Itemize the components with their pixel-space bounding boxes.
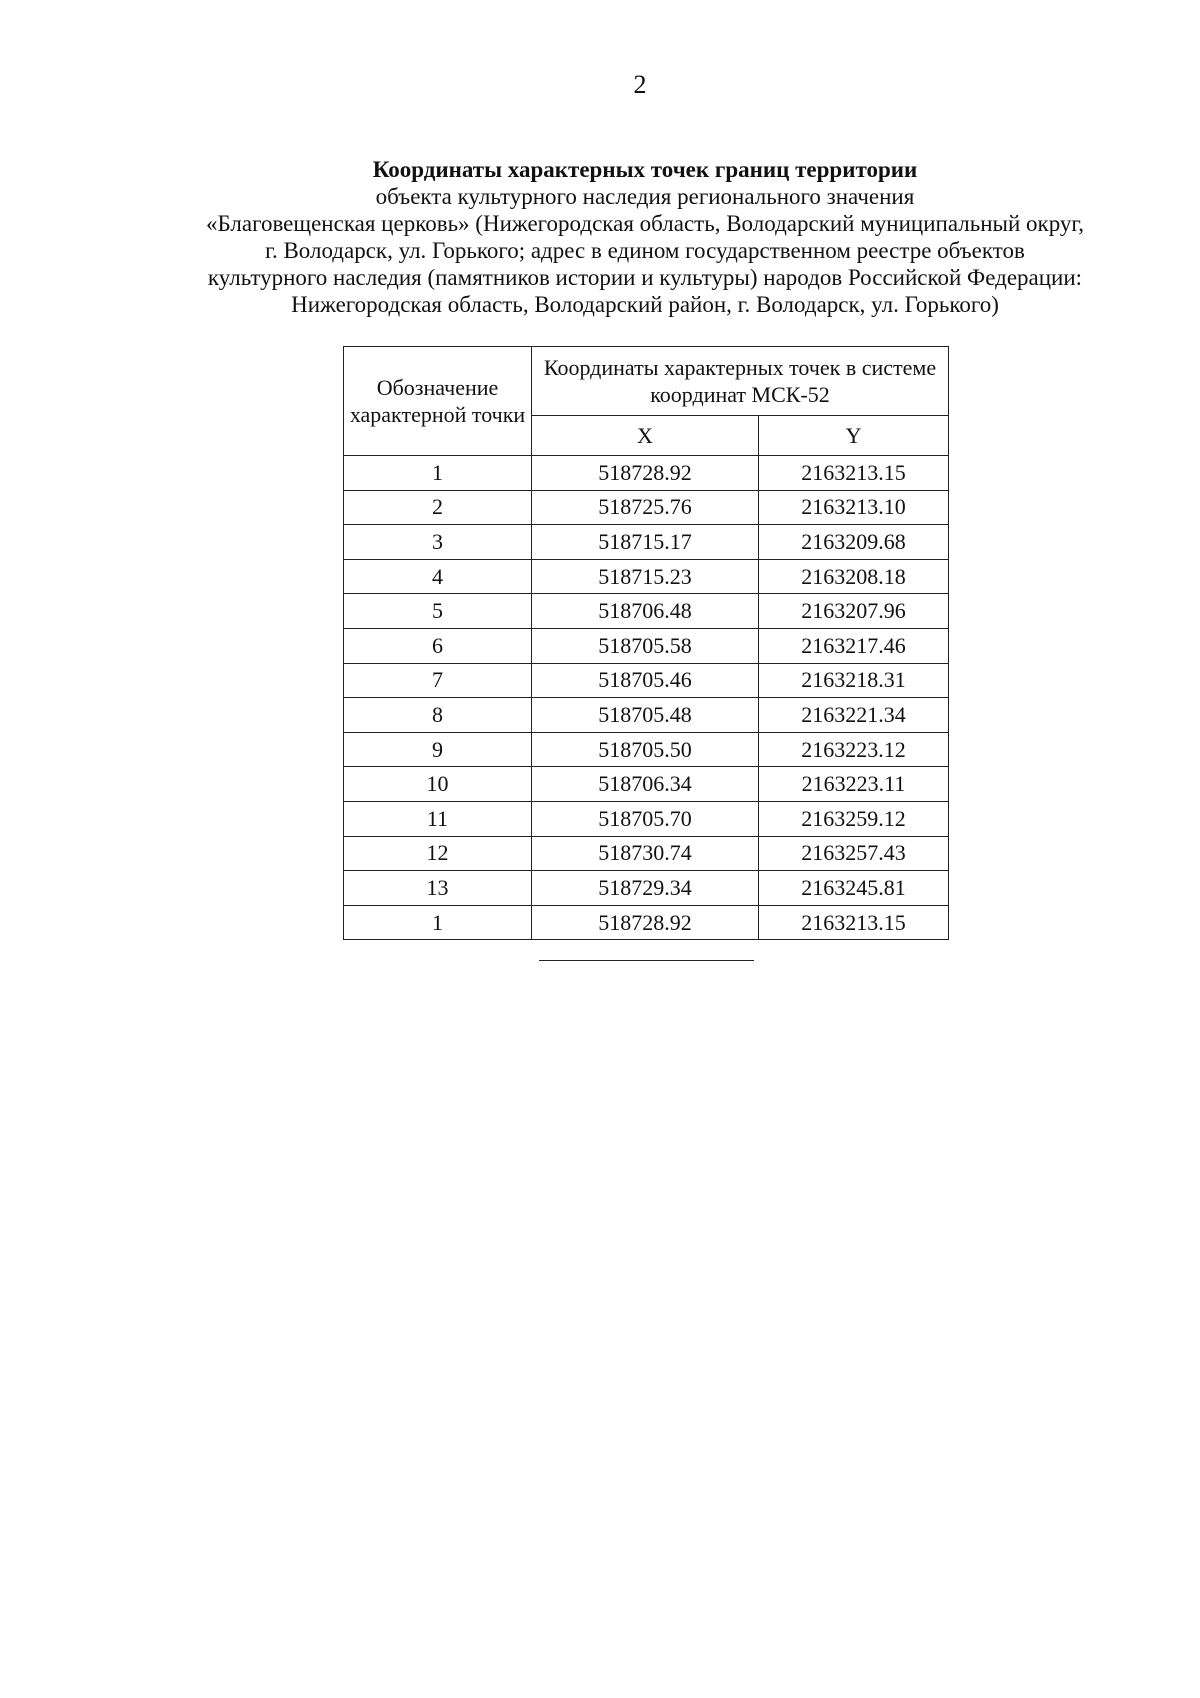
cell-y: 2163221.34: [759, 698, 949, 733]
table-row: [344, 525, 949, 560]
end-divider: [539, 960, 754, 961]
cell-y: 2163213.15: [759, 905, 949, 940]
table-row: [344, 559, 949, 594]
heading-line: г. Володарск, ул. Горького; адрес в едином государственном реестре объектов: [265, 238, 1025, 263]
cell-x: 518706.48: [532, 594, 759, 629]
table-row: [344, 767, 949, 802]
cell-x: 518728.92: [532, 905, 759, 940]
cell-point: 12: [344, 836, 532, 871]
cell-point: 1: [344, 456, 532, 491]
table-row: [344, 905, 949, 940]
column-header-coordinates: Координаты характерных точек в системе координат МСК-52: [532, 347, 949, 416]
document-heading: [0, 156, 1200, 318]
cell-point: 1: [344, 905, 532, 940]
table-row: [344, 663, 949, 698]
table-row: [344, 871, 949, 906]
cell-x: 518730.74: [532, 836, 759, 871]
cell-y: 2163207.96: [759, 594, 949, 629]
table-body: [344, 456, 949, 940]
cell-point: 4: [344, 559, 532, 594]
cell-x: 518705.50: [532, 732, 759, 767]
cell-y: 2163245.81: [759, 871, 949, 906]
cell-point: 3: [344, 525, 532, 560]
cell-x: 518715.23: [532, 559, 759, 594]
table-row: [344, 732, 949, 767]
column-header-x: X: [532, 416, 759, 456]
cell-point: 13: [344, 871, 532, 906]
table-row: [344, 456, 949, 491]
cell-y: 2163259.12: [759, 801, 949, 836]
table-row: [344, 698, 949, 733]
heading-line: культурного наследия (памятников истории и культуры) народов Российской Федерации:: [207, 265, 1083, 290]
table-row: [344, 801, 949, 836]
cell-point: 10: [344, 767, 532, 802]
cell-y: 2163213.15: [759, 456, 949, 491]
coordinates-table: [343, 346, 949, 940]
cell-point: 2: [344, 490, 532, 525]
cell-y: 2163257.43: [759, 836, 949, 871]
cell-y: 2163218.31: [759, 663, 949, 698]
cell-x: 518728.92: [532, 456, 759, 491]
cell-y: 2163209.68: [759, 525, 949, 560]
cell-x: 518705.58: [532, 628, 759, 663]
cell-y: 2163213.10: [759, 490, 949, 525]
cell-x: 518725.76: [532, 490, 759, 525]
heading-line: объекта культурного наследия регионального значения: [375, 184, 915, 209]
cell-x: 518705.48: [532, 698, 759, 733]
cell-point: 6: [344, 628, 532, 663]
cell-point: 7: [344, 663, 532, 698]
cell-y: 2163223.12: [759, 732, 949, 767]
cell-x: 518705.70: [532, 801, 759, 836]
table-row: [344, 836, 949, 871]
cell-x: 518706.34: [532, 767, 759, 802]
heading-line: Нижегородская область, Володарский район, г. Володарск, ул. Горького): [291, 292, 999, 317]
cell-x: 518715.17: [532, 525, 759, 560]
cell-x: 518705.46: [532, 663, 759, 698]
table-row: [344, 594, 949, 629]
cell-point: 8: [344, 698, 532, 733]
column-header-y: Y: [759, 416, 949, 456]
cell-point: 5: [344, 594, 532, 629]
table-row: [344, 490, 949, 525]
column-header-point: Обозначение характерной точки: [344, 347, 532, 456]
heading-line: «Благовещенская церковь» (Нижегородская область, Володарский муниципальный округ,: [206, 211, 1084, 236]
document-title: Координаты характерных точек границ территории: [372, 157, 918, 182]
cell-y: 2163217.46: [759, 628, 949, 663]
cell-y: 2163208.18: [759, 559, 949, 594]
table-row: [344, 628, 949, 663]
cell-point: 11: [344, 801, 532, 836]
cell-x: 518729.34: [532, 871, 759, 906]
cell-y: 2163223.11: [759, 767, 949, 802]
cell-point: 9: [344, 732, 532, 767]
page-number: 2: [633, 70, 647, 99]
